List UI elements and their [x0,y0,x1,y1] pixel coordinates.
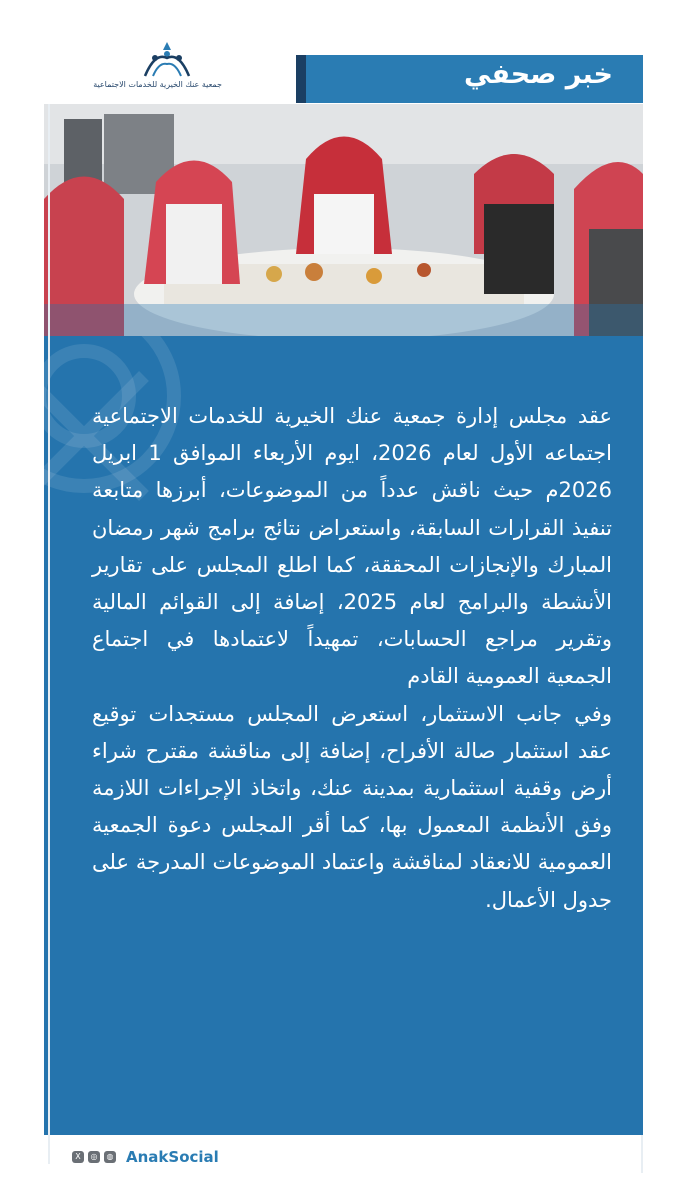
article-panel [44,336,643,1135]
meeting-photo [44,104,643,336]
instagram-icon[interactable]: ◎ [88,1151,100,1163]
social-footer [72,1147,219,1167]
frame-line-right [641,1135,643,1173]
logo-mark-icon [135,38,199,78]
title-bar-accent [296,55,306,103]
frame-line-left [48,104,50,1164]
page-title: خبر صحفي [464,59,613,90]
article-body [92,398,612,919]
logo-caption: جمعية عنك الخيرية للخدمات الاجتماعية [93,80,222,89]
title-bar [296,55,643,103]
organization-logo [93,38,222,98]
account-name[interactable]: AnakSocial [126,1148,219,1166]
snapchat-icon[interactable]: ◍ [104,1151,116,1163]
article-paragraph: عقد مجلس إدارة جمعية عنك الخيرية للخدمات الاجتماعية اجتماعه الأول لعام 2026، ايوم الأربعاء الموافق 1 ابريل 2026م حيث ناقش عدداً من الموضوعات، أبرزها متابعة تنفيذ القرارات السابقة، واستعراض نتائج برامج شهر رمضان المبارك والإنجازات المحققة، كما اطلع المجلس على تقارير الأنشطة والبرامج لعام 2025، إضافة إلى القوائم المالية وتقرير مراجع الحسابات، تمهيداً لاعتمادها في اجتماع الجمعية العمومية القادم [92,404,612,689]
x-icon[interactable]: X [72,1151,84,1163]
article-paragraph: وفي جانب الاستثمار، استعرض المجلس مستجدات توقيع عقد استثمار صالة الأفراح، إضافة إلى مناقشة مقترح شراء أرض وقفية استثمارية بمدينة عنك، واتخاذ الإجراءات اللازمة وفق الأنظمة المعمول بها، كما أقر المجلس دعوة الجمعية العمومية للانعقاد لمناقشة واعتماد الموضوعات المدرجة على جدول الأعمال. [92,701,612,912]
